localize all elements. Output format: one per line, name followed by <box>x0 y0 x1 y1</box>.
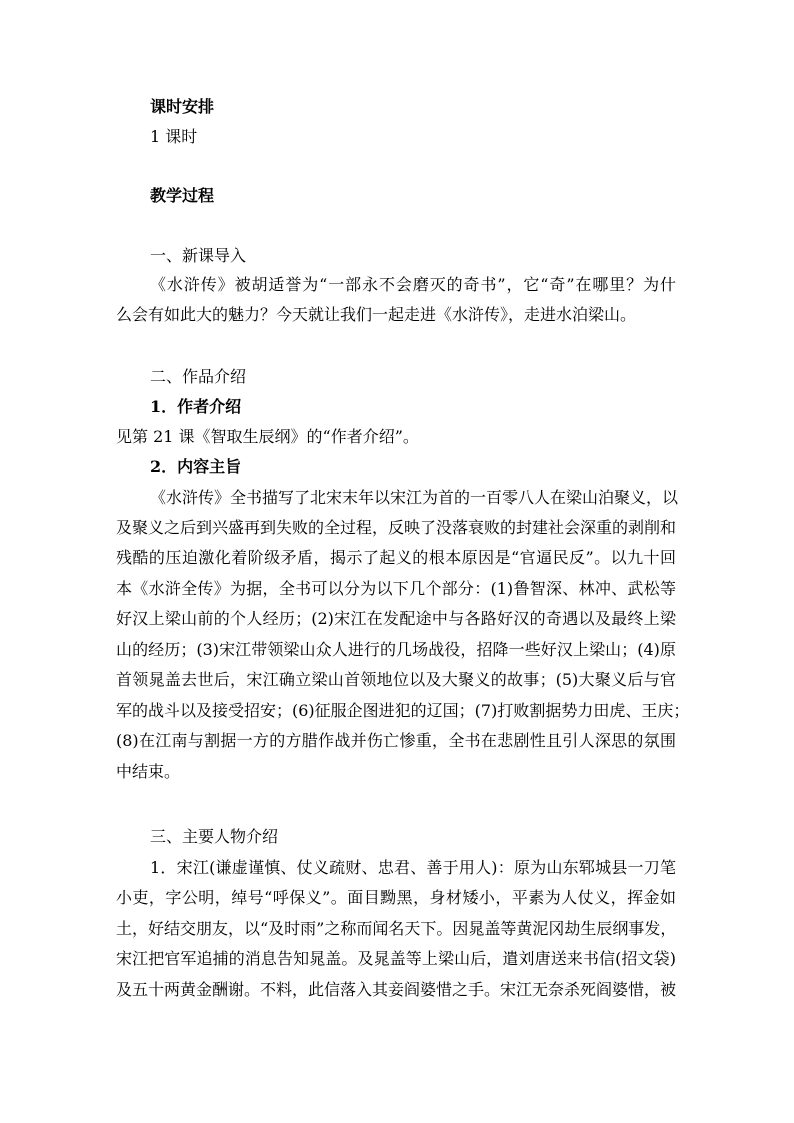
section2-line-8: 军的战斗以及接受招安；(6)征服企图进犯的辽国；(7)打败割据势力田虎、王庆； <box>116 701 690 720</box>
section3-line-5: 及五十两黄金酬谢。不料，此信落入其妾阎婆惜之手。宋江无奈杀死阎婆惜，被 <box>116 980 677 999</box>
process-heading: 教学过程 <box>150 186 215 205</box>
section2-line-10: 中结束。 <box>116 762 181 781</box>
section2-line-2: 及聚义之后到兴盛再到失败的全过程，反映了没落衰败的封建社会深重的剥削和 <box>116 518 677 537</box>
section3-line-3: 土，好结交朋友，以“及时雨”之称而闻名天下。因晁盖等黄泥冈劫生辰纲事发， <box>116 919 677 938</box>
section2-sub1-text: 见第 21 课《智取生辰纲》的“作者介绍”。 <box>116 427 419 446</box>
lesson-time-heading: 课时安排 <box>150 97 215 116</box>
section2-sub1-heading: 1．作者介绍 <box>150 397 242 416</box>
lesson-time-value: 1 课时 <box>150 127 198 146</box>
section2-sub2-heading: 2．内容主旨 <box>150 457 242 476</box>
section2-line-4: 本《水浒全传》为据，全书可以分为以下几个部分：(1)鲁智深、林冲、武松等 <box>116 579 676 598</box>
section2-line-9: (8)在江南与割据一方的方腊作战并伤亡惨重，全书在悲剧性且引人深思的氛围 <box>116 731 676 750</box>
section2-line-1: 《水浒传》全书描写了北宋末年以宋江为首的一百零八人在梁山泊聚义，以 <box>150 488 679 507</box>
section2-heading: 二、作品介绍 <box>150 367 247 386</box>
section3-heading: 三、主要人物介绍 <box>150 827 279 846</box>
section3-line-1: 1．宋江(谦虚谨慎、仗义疏财、忠君、善于用人)：原为山东郓城县一刀笔 <box>150 858 676 877</box>
section1-heading: 一、新课导入 <box>150 246 247 265</box>
section3-line-4: 宋江把官军追捕的消息告知晁盖。及晁盖等上梁山后，遣刘唐送来书信(招文袋) <box>116 949 676 968</box>
section1-line-1: 《水浒传》被胡适誉为“一部永不会磨灭的奇书”，它“奇”在哪里？为什 <box>150 275 676 294</box>
section2-line-7: 首领晁盖去世后，宋江确立梁山首领地位以及大聚义的故事；(5)大聚义后与官 <box>116 670 676 689</box>
section3-line-2: 小吏，字公明，绰号“呼保义”。面目黝黑，身材矮小，平素为人仗义，挥金如 <box>116 888 676 907</box>
section1-line-2: 么会有如此大的魅力？今天就让我们一起走进《水浒传》，走进水泊梁山。 <box>116 305 637 324</box>
section2-line-5: 好汉上梁山前的个人经历；(2)宋江在发配途中与各路好汉的奇遇以及最终上梁 <box>116 609 676 628</box>
section2-line-3: 残酷的压迫激化着阶级矛盾，揭示了起义的根本原因是“官逼民反”。以九十回 <box>116 548 676 567</box>
section2-line-6: 山的经历；(3)宋江带领梁山众人进行的几场战役，招降一些好汉上梁山；(4)原 <box>116 640 676 659</box>
